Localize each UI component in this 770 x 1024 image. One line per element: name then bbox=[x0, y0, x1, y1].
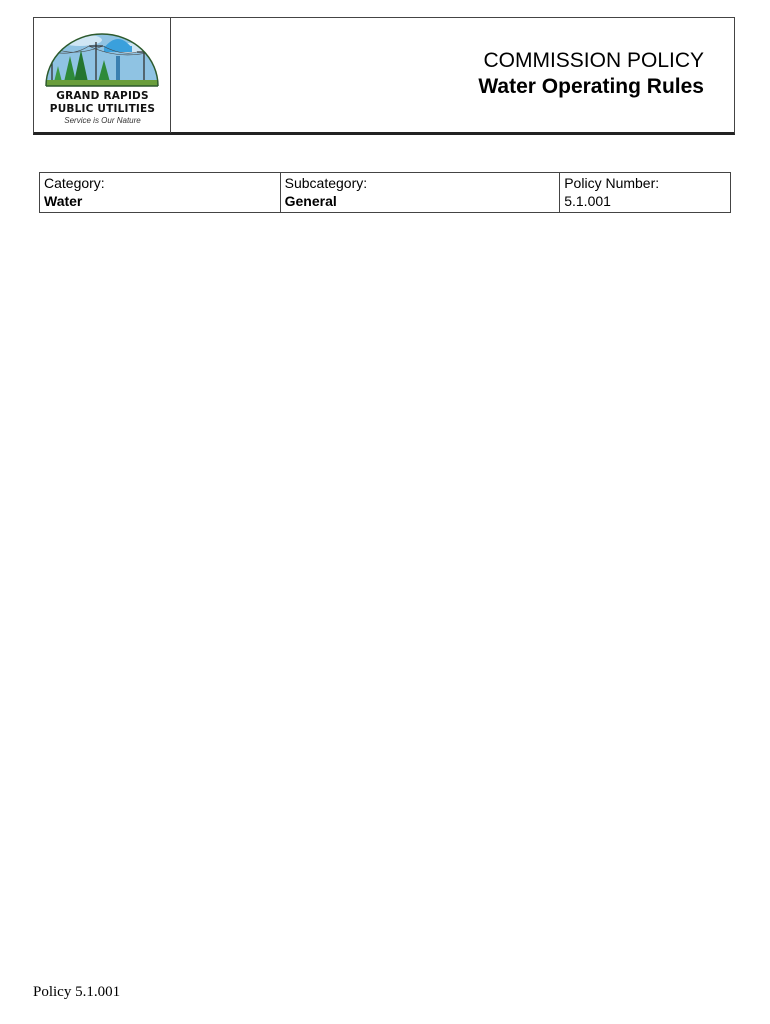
category-cell bbox=[40, 173, 281, 213]
subcategory-value: General bbox=[284, 193, 337, 209]
subcategory-label: Subcategory: bbox=[284, 175, 368, 191]
policy-number-cell bbox=[560, 173, 731, 213]
utility-landscape-logo-icon bbox=[40, 26, 165, 88]
logo-cell bbox=[34, 18, 171, 133]
policy-header bbox=[33, 17, 735, 135]
category-value: Water bbox=[44, 193, 83, 209]
logo-tagline: Service is Our Nature bbox=[64, 116, 141, 125]
logo-name-line1: GRAND RAPIDS bbox=[56, 90, 149, 102]
policy-title bbox=[478, 48, 704, 100]
page-footer: Policy 5.1.001 bbox=[33, 984, 121, 1000]
category-label: Category: bbox=[44, 175, 105, 191]
table-row bbox=[40, 173, 731, 213]
title-commission-policy: COMMISSION POLICY bbox=[483, 49, 704, 72]
policy-number-label: Policy Number: bbox=[564, 175, 660, 191]
subcategory-cell bbox=[280, 173, 560, 213]
policy-meta-table bbox=[39, 172, 731, 213]
logo-name-line2: PUBLIC UTILITIES bbox=[49, 103, 156, 115]
policy-number-value: 5.1.001 bbox=[564, 193, 611, 209]
title-water-operating-rules: Water Operating Rules bbox=[478, 75, 704, 98]
